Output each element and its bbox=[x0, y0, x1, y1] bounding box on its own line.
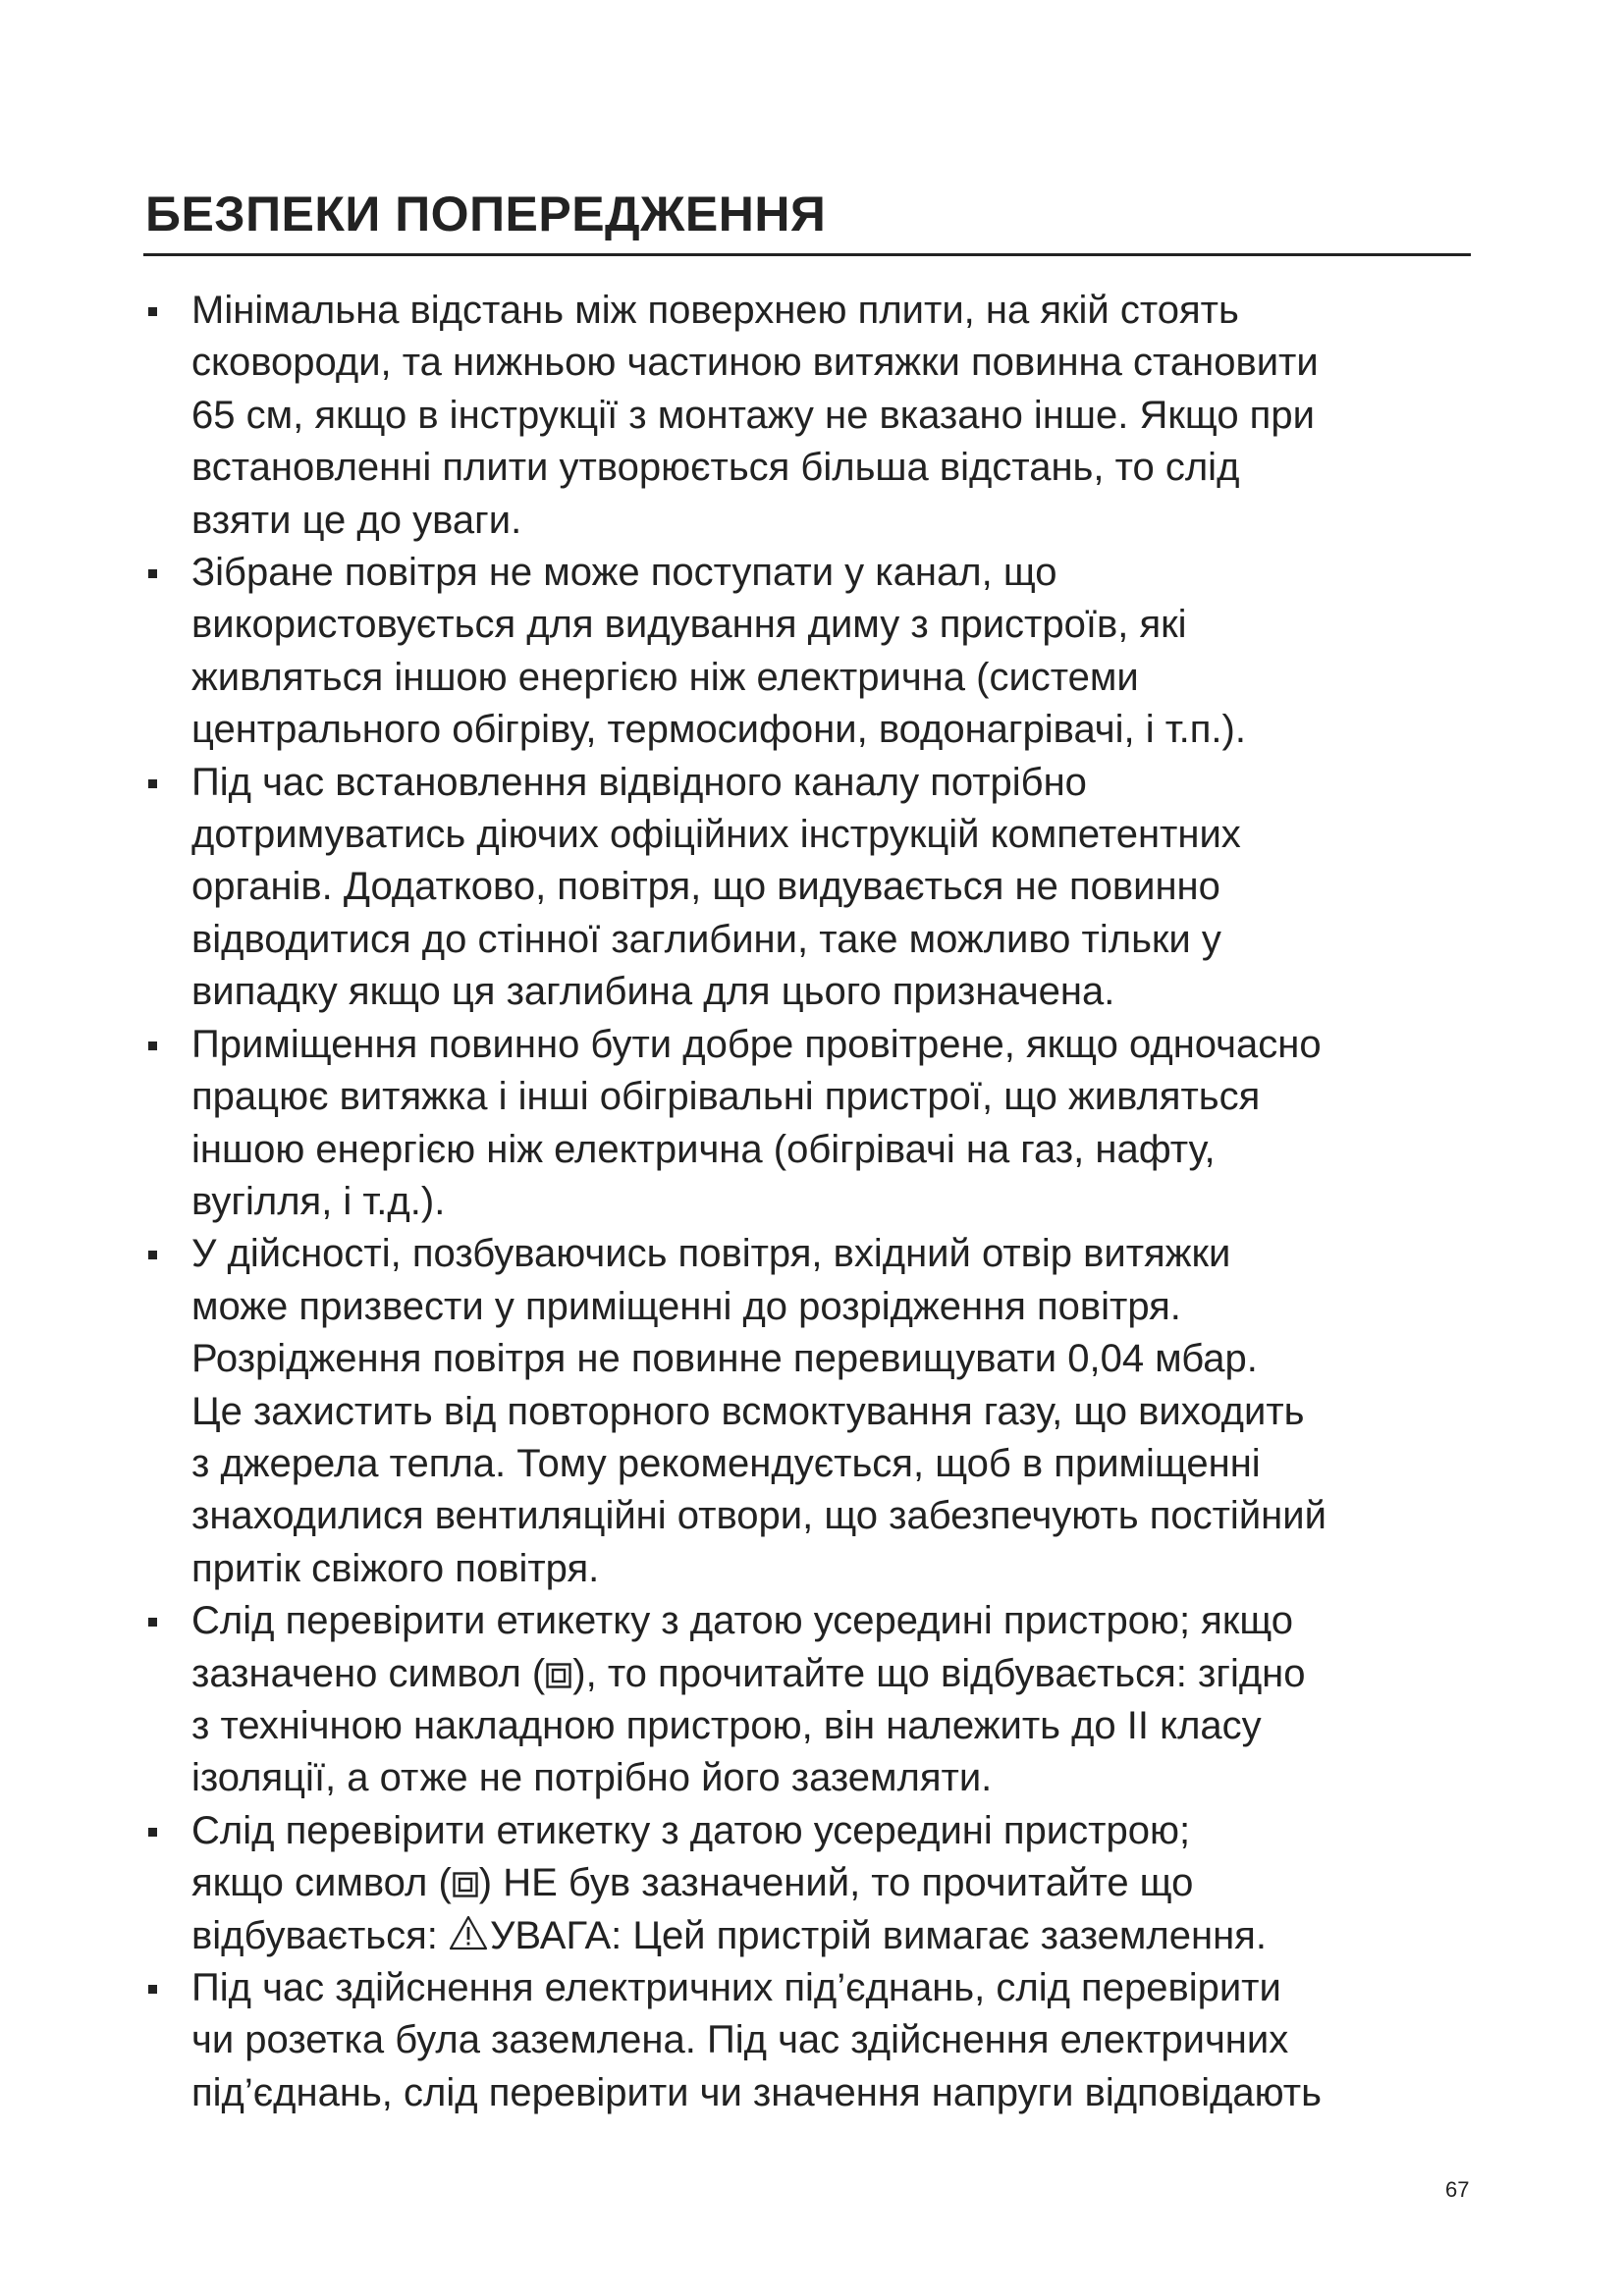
square-bullet-icon bbox=[148, 569, 157, 578]
text-line: може призвести у приміщенні до розрідження повітря. bbox=[191, 1284, 1181, 1328]
text-line: притік свіжого повітря. bbox=[191, 1546, 600, 1590]
text-line: Слід перевірити етикетку з датою усередині пристрою; bbox=[191, 1808, 1191, 1852]
warning-item-8 bbox=[142, 1962, 1478, 2119]
square-bullet-icon bbox=[148, 1828, 157, 1837]
text-line: Мінімальна відстань між поверхнею плити, на якій стоять bbox=[191, 289, 1239, 332]
text-line: вугілля, і т.д.). bbox=[191, 1179, 446, 1223]
text-line: встановленні плити утворюється більша відстань, то слід bbox=[191, 446, 1240, 490]
text-line bbox=[191, 1910, 1478, 1962]
warning-item-1 bbox=[142, 285, 1478, 547]
text-line: відводитися до стінної заглибини, таке можливо тільки у bbox=[191, 917, 1221, 961]
text-fragment: зазначено символ ( bbox=[191, 1651, 546, 1695]
text-line: з джерела тепла. Тому рекомендується, щоб в приміщенні bbox=[191, 1441, 1261, 1485]
text-line: працює витяжка і інші обігрівальні пристрої, що живляться bbox=[191, 1075, 1261, 1119]
text-line: Зібране повітря не може поступати у канал, що bbox=[191, 551, 1057, 595]
text-line: центрального обігріву, термосифони, водонагрівачі, і т.п.). bbox=[191, 708, 1246, 752]
text-line bbox=[191, 1857, 1478, 1909]
text-line: Це захистить від повторного всмоктування газу, що виходить bbox=[191, 1389, 1305, 1433]
warning-item-5 bbox=[142, 1228, 1478, 1595]
text-line: дотримуватись діючих офіційних інструкцій компетентних bbox=[191, 813, 1241, 857]
square-bullet-icon bbox=[148, 1985, 157, 1994]
square-bullet-icon bbox=[148, 307, 157, 316]
double-insulation-icon bbox=[453, 1872, 478, 1897]
warning-item-3 bbox=[142, 757, 1478, 1019]
text-fragment: УВАГА: Цей пристрій вимагає заземлення. bbox=[490, 1913, 1267, 1957]
text-fragment: ) НЕ був зазначений, то прочитайте що bbox=[478, 1861, 1194, 1905]
square-bullet-icon bbox=[148, 1618, 157, 1627]
text-line: взяти це до уваги. bbox=[191, 498, 522, 542]
text-line: Під час здійснення електричних під’єднань, слід перевірити bbox=[191, 1966, 1281, 2009]
square-bullet-icon bbox=[148, 779, 157, 788]
square-bullet-icon bbox=[148, 1251, 157, 1259]
title-divider bbox=[143, 253, 1471, 256]
page-title: БЕЗПЕКИ ПОПЕРЕДЖЕННЯ bbox=[145, 187, 827, 241]
double-insulation-icon bbox=[546, 1663, 571, 1688]
text-line: органів. Додатково, повітря, що видувається не повинно bbox=[191, 865, 1220, 909]
warning-item-2 bbox=[142, 547, 1478, 757]
warning-item-6 bbox=[142, 1595, 1478, 1805]
text-line: чи розетка була заземлена. Під час здійснення електричних bbox=[191, 2018, 1289, 2062]
text-line: У дійсності, позбуваючись повітря, вхідний отвір витяжки bbox=[191, 1232, 1231, 1276]
warning-triangle-icon bbox=[449, 1915, 488, 1950]
text-line: Приміщення повинно бути добре провітрене, якщо одночасно bbox=[191, 1022, 1322, 1066]
text-fragment: відбувається: bbox=[191, 1913, 450, 1957]
text-line: живляться іншою енергією ніж електрична (системи bbox=[191, 655, 1139, 699]
text-line: ізоляції, а отже не потрібно його заземляти. bbox=[191, 1756, 993, 1800]
text-line: іншою енергією ніж електрична (обігрівачі на газ, нафту, bbox=[191, 1127, 1216, 1171]
text-line: випадку якщо ця заглибина для цього призначена. bbox=[191, 970, 1115, 1014]
text-line: Під час встановлення відвідного каналу потрібно bbox=[191, 760, 1087, 804]
text-line: знаходилися вентиляційні отвори, що забезпечують постійний bbox=[191, 1494, 1326, 1538]
warning-item-4 bbox=[142, 1019, 1478, 1229]
text-line: використовується для видування диму з пристроїв, які bbox=[191, 603, 1187, 647]
text-line: 65 см, якщо в інструкції з монтажу не вказано інше. Якщо при bbox=[191, 393, 1315, 437]
page-number: 67 bbox=[1445, 2177, 1470, 2202]
text-line: Слід перевірити етикетку з датою усередині пристрою; якщо bbox=[191, 1599, 1294, 1643]
text-line: під’єднань, слід перевірити чи значення напруги відповідають bbox=[191, 2070, 1322, 2114]
square-bullet-icon bbox=[148, 1041, 157, 1050]
warning-item-7 bbox=[142, 1805, 1478, 1962]
safety-warnings-list bbox=[142, 285, 1478, 2119]
text-line: Розрідження повітря не повинне перевищувати 0,04 мбар. bbox=[191, 1337, 1258, 1381]
text-fragment: якщо символ ( bbox=[191, 1861, 452, 1905]
text-fragment: ), то прочитайте що відбувається: згідно bbox=[572, 1651, 1306, 1695]
text-line bbox=[191, 1648, 1478, 1700]
text-line: з технічною накладною пристрою, він належить до II класу bbox=[191, 1703, 1262, 1747]
text-line: сковороди, та нижньою частиною витяжки повинна становити bbox=[191, 341, 1319, 385]
